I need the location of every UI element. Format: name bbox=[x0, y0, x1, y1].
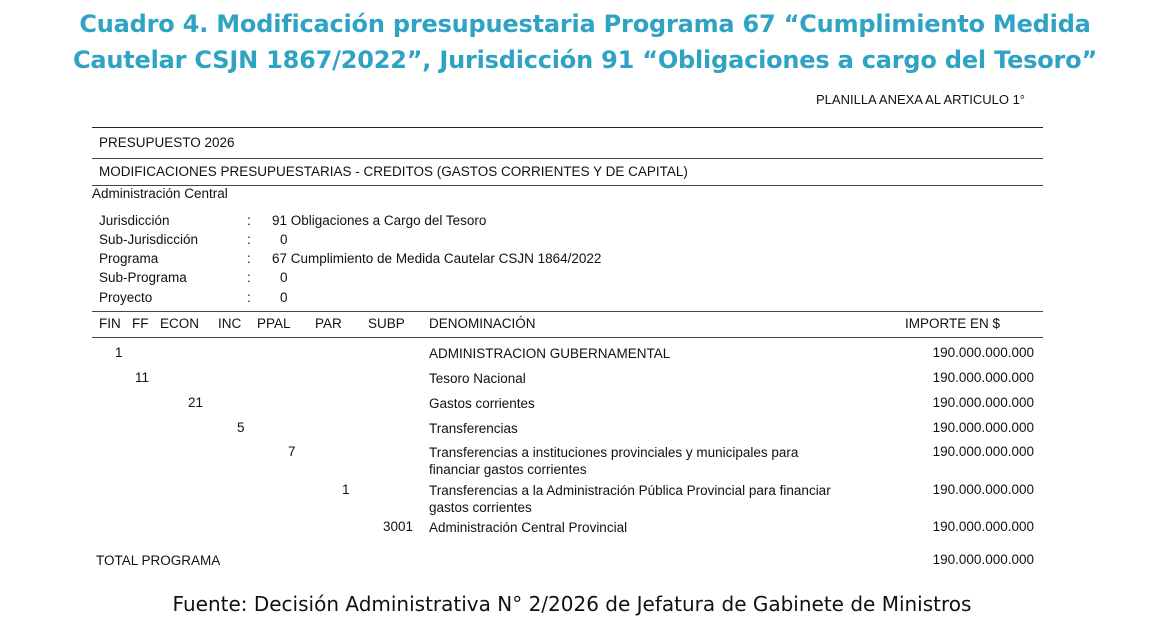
title-line-1: Cuadro 4. Modificación presupuestaria Programa 67 “Cumplimiento Medida bbox=[79, 10, 1091, 38]
header-subp: SUBP bbox=[368, 316, 405, 331]
header-par: PAR bbox=[315, 316, 342, 331]
row-importe: 190.000.000.000 bbox=[932, 370, 1034, 385]
row-code: 21 bbox=[188, 395, 204, 410]
row-importe: 190.000.000.000 bbox=[932, 345, 1034, 360]
subjurisdiccion-value: 0 bbox=[280, 232, 288, 247]
row-code: 3001 bbox=[383, 519, 414, 534]
row-denominacion: Transferencias bbox=[429, 421, 518, 436]
header-ppal: PPAL bbox=[257, 316, 291, 331]
header-importe: IMPORTE EN $ bbox=[905, 316, 1001, 331]
subjurisdiccion-label: Sub-Jurisdicción bbox=[99, 232, 199, 247]
total-label: TOTAL PROGRAMA bbox=[96, 553, 221, 568]
colon: : bbox=[247, 232, 251, 247]
modificaciones-label: MODIFICACIONES PRESUPUESTARIAS - CREDITOS (GASTOS CORRIENTES Y DE CAPITAL) bbox=[99, 164, 688, 179]
row-denominacion: Administración Central Provincial bbox=[429, 520, 628, 535]
planilla-anexa-label: PLANILLA ANEXA AL ARTICULO 1° bbox=[816, 92, 1025, 107]
row-code: 11 bbox=[135, 370, 150, 385]
proyecto-label: Proyecto bbox=[99, 290, 153, 305]
row-denominacion: Tesoro Nacional bbox=[429, 371, 526, 386]
header-econ: ECON bbox=[160, 316, 200, 331]
header-inc: INC bbox=[218, 316, 242, 331]
row-denominacion: Gastos corrientes bbox=[429, 396, 535, 411]
row-denominacion: Transferencias a instituciones provinciales y municipales para financiar gastos corrientes bbox=[429, 445, 799, 477]
row-code: 1 bbox=[342, 482, 350, 497]
rule-5 bbox=[92, 337, 1043, 338]
row-code: 5 bbox=[237, 420, 245, 435]
total-importe: 190.000.000.000 bbox=[932, 552, 1034, 567]
colon: : bbox=[247, 270, 251, 285]
row-importe: 190.000.000.000 bbox=[932, 420, 1034, 435]
row-code: 7 bbox=[288, 444, 296, 459]
rule-3 bbox=[92, 185, 1043, 186]
presupuesto-label: PRESUPUESTO 2026 bbox=[99, 135, 235, 150]
row-importe: 190.000.000.000 bbox=[932, 395, 1034, 410]
jurisdiccion-value: 91 Obligaciones a Cargo del Tesoro bbox=[272, 213, 487, 228]
row-denominacion: ADMINISTRACION GUBERNAMENTAL bbox=[429, 346, 671, 361]
row-importe: 190.000.000.000 bbox=[932, 519, 1034, 534]
rule-2 bbox=[92, 158, 1043, 159]
row-importe: 190.000.000.000 bbox=[932, 444, 1034, 459]
jurisdiccion-label: Jurisdicción bbox=[99, 213, 170, 228]
colon: : bbox=[247, 290, 251, 305]
row-denominacion: Transferencias a la Administración Pública Provincial para financiar gastos corrientes bbox=[429, 483, 831, 515]
header-denominacion: DENOMINACIÓN bbox=[429, 316, 536, 331]
title-line-2: Cautelar CSJN 1867/2022”, Jurisdicción 91 “Obligaciones a cargo del Tesoro” bbox=[72, 46, 1098, 74]
programa-value: 67 Cumplimiento de Medida Cautelar CSJN 1864/2022 bbox=[272, 251, 602, 266]
row-importe: 190.000.000.000 bbox=[932, 482, 1034, 497]
row-code: 1 bbox=[115, 345, 123, 360]
administracion-label: Administración Central bbox=[92, 186, 228, 201]
rule-4 bbox=[92, 311, 1043, 312]
source-note: Fuente: Decisión Administrativa N° 2/2026 de Jefatura de Gabinete de Ministros bbox=[172, 592, 972, 616]
colon: : bbox=[247, 251, 251, 266]
header-fin: FIN bbox=[99, 316, 121, 331]
proyecto-value: 0 bbox=[280, 290, 288, 305]
subprograma-label: Sub-Programa bbox=[99, 270, 187, 285]
subprograma-value: 0 bbox=[280, 270, 288, 285]
document-title bbox=[0, 6, 1170, 78]
header-ff: FF bbox=[132, 316, 149, 331]
top-rule bbox=[92, 127, 1043, 128]
colon: : bbox=[247, 213, 251, 228]
programa-label: Programa bbox=[99, 251, 159, 266]
